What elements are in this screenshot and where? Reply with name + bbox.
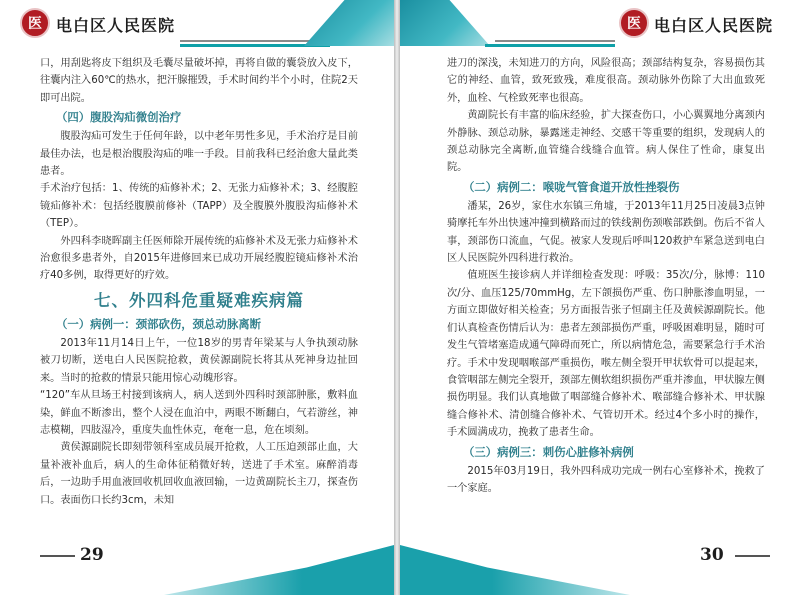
subheading-case-two: （二）病例二：喉咙气管食道开放性挫裂伤 <box>462 179 680 194</box>
left-page-content <box>40 55 358 509</box>
right-page-content <box>447 55 765 497</box>
right-page-header <box>400 0 794 46</box>
subheading-hernia: （四）腹股沟疝微创治疗 <box>55 110 182 125</box>
footer-chevron-decoration <box>400 545 630 595</box>
paragraph: 腹股沟疝可发生于任何年龄，以中老年男性多见，手术治疗是目前最佳办法，也是根治腹股沟疝的唯一手段。目前我科已经治愈大量此类患者。 <box>40 131 358 178</box>
footer-rule <box>40 555 75 557</box>
left-page <box>0 0 394 595</box>
paragraph: 2015年03月19日，我外四科成功完成一例右心室修补术，挽救了一个家庭。 <box>447 465 765 494</box>
page-number: 29 <box>80 545 104 565</box>
paragraph: 潘某，26岁，家住水东镇三角墟，于2013年11月25日凌晨3点钟骑摩托车外出快速冲撞到横路而过的铁线割伤颈喉部跌倒。伤后不省人事，颈部伤口流血，气促。被家人发现后呼叫120救护车紧急送到电白区人民医院外四科进行救治。 <box>447 200 765 265</box>
header-arrow-decoration <box>400 0 490 46</box>
paragraph: 值班医生接诊病人并详细检查发现：呼吸：35次/分，脉博：110次/分、血压125/70mmHg，左下颌损伤严重、伤口肿胀渗血明显，一方面立即做好相关检查；另方面报告张子恒副主任及黄候源副院长。他们认真检查伤情后认为：患者左颈部损伤严重，呼吸困难明显，随时可发生气管堵塞造成通气障碍而死亡，所以病情危急，需要紧急行手术治疗。手术中发现咽喉部严重损伤，喉左侧全裂开甲状软骨可以提起来，食管咽部左侧完全裂开，颈部左侧软组织损伤严重并渗血，甲状腺左侧损伤明显。我们认真地做了咽部缝合修补术、喉部缝合修补术、甲状腺缝合修补术、清创缝合修补术、气管切开术。经过4个多小时的操作，手术圆满成功，挽救了患者生命。 <box>447 270 765 439</box>
paragraph: 手术治疗包括：1、传统的疝修补术；2、无张力疝修补术；3、经腹腔镜疝修补术：包括经腹膜前修补（TAPP）及全腹膜外腹股沟疝修补术（TEP）。 <box>40 183 358 230</box>
hospital-logo-icon: 医 <box>20 8 50 38</box>
header-rule-gray <box>495 40 615 42</box>
paragraph: 外四科李晓晖副主任医师除开展传统的疝修补术及无张力疝修补术治愈很多患者外，自2015年进修回来已成功开展经腹腔镜疝修补术治疗40多例，取得更好的疗效。 <box>40 235 358 282</box>
footer-rule <box>735 555 770 557</box>
right-page <box>400 0 794 595</box>
paragraph: 进刀的深浅，未知进刀的方向，风险很高；颈部结构复杂，容易损伤其它的神经、血管，致死致残，难度很高。颈动脉外伤除了大出血致死外，血栓、气栓致死率也很高。 <box>447 58 765 104</box>
hospital-logo-icon: 医 <box>619 8 649 38</box>
paragraph: 黄副院长有丰富的临床经验，扩大探查伤口，小心翼翼地分离颈内外静脉、颈总动脉，暴露迷走神经、交感干等重要的组织，发现病人的颈总动脉完全离断,血管缝合线缝合血管。病人保住了性命，康复出院。 <box>447 110 765 174</box>
hospital-name: 电白区人民医院 <box>654 16 774 35</box>
header-rule-teal <box>485 44 615 47</box>
paragraph: “120”车从旦场王村接到该病人，病人送到外四科时颈部肿胀，敷料血染，鲜血不断渗出，整个人浸在血泊中，两眼不断翻白，气若游丝，神志模糊，四肢湿冷，重度失血性休克，奄奄一息，危在顷刻。 <box>40 390 358 436</box>
footer-chevron-decoration <box>164 545 394 595</box>
left-page-header <box>0 0 394 46</box>
page-number: 30 <box>700 545 724 565</box>
subheading-case-one: （一）病例一：颈部砍伤，颈总动脉离断 <box>55 316 261 331</box>
paragraph: 2013年11月14日上午，一位18岁的男青年梁某与人争执颈动脉被刀切断，送电白人民医院抢救，黄侯源副院长将其从死神身边扯回来。当时的抢救的情景只能用惊心动魄形容。 <box>40 337 358 384</box>
header-rule-gray <box>180 40 310 42</box>
hospital-name: 电白区人民医院 <box>56 16 176 35</box>
paragraph: 黄侯源副院长即刻带领科室成员展开抢救，人工压迫颈部止血，大量补液补血后，病人的生命体征稍微好转，送进了手术室。麻醉消毒后，一边助手用血液回收机回收血液回输，一边黄副院长主刀，探查伤口。表面伤口长约3cm，未知 <box>40 442 358 506</box>
paragraph: 口，用刮匙将皮下组织及毛囊尽量破坏掉，再将自做的囊袋放入皮下，往囊内注入60℃的热水，把汗腺摧毁，手术时间约半个小时，住院2天即可出院。 <box>40 58 358 104</box>
header-arrow-decoration <box>304 0 394 46</box>
subheading-case-three: （三）病例三：刺伤心脏修补病例 <box>462 444 634 459</box>
section-heading: 七、外四科危重疑难疾病篇 <box>94 290 304 310</box>
